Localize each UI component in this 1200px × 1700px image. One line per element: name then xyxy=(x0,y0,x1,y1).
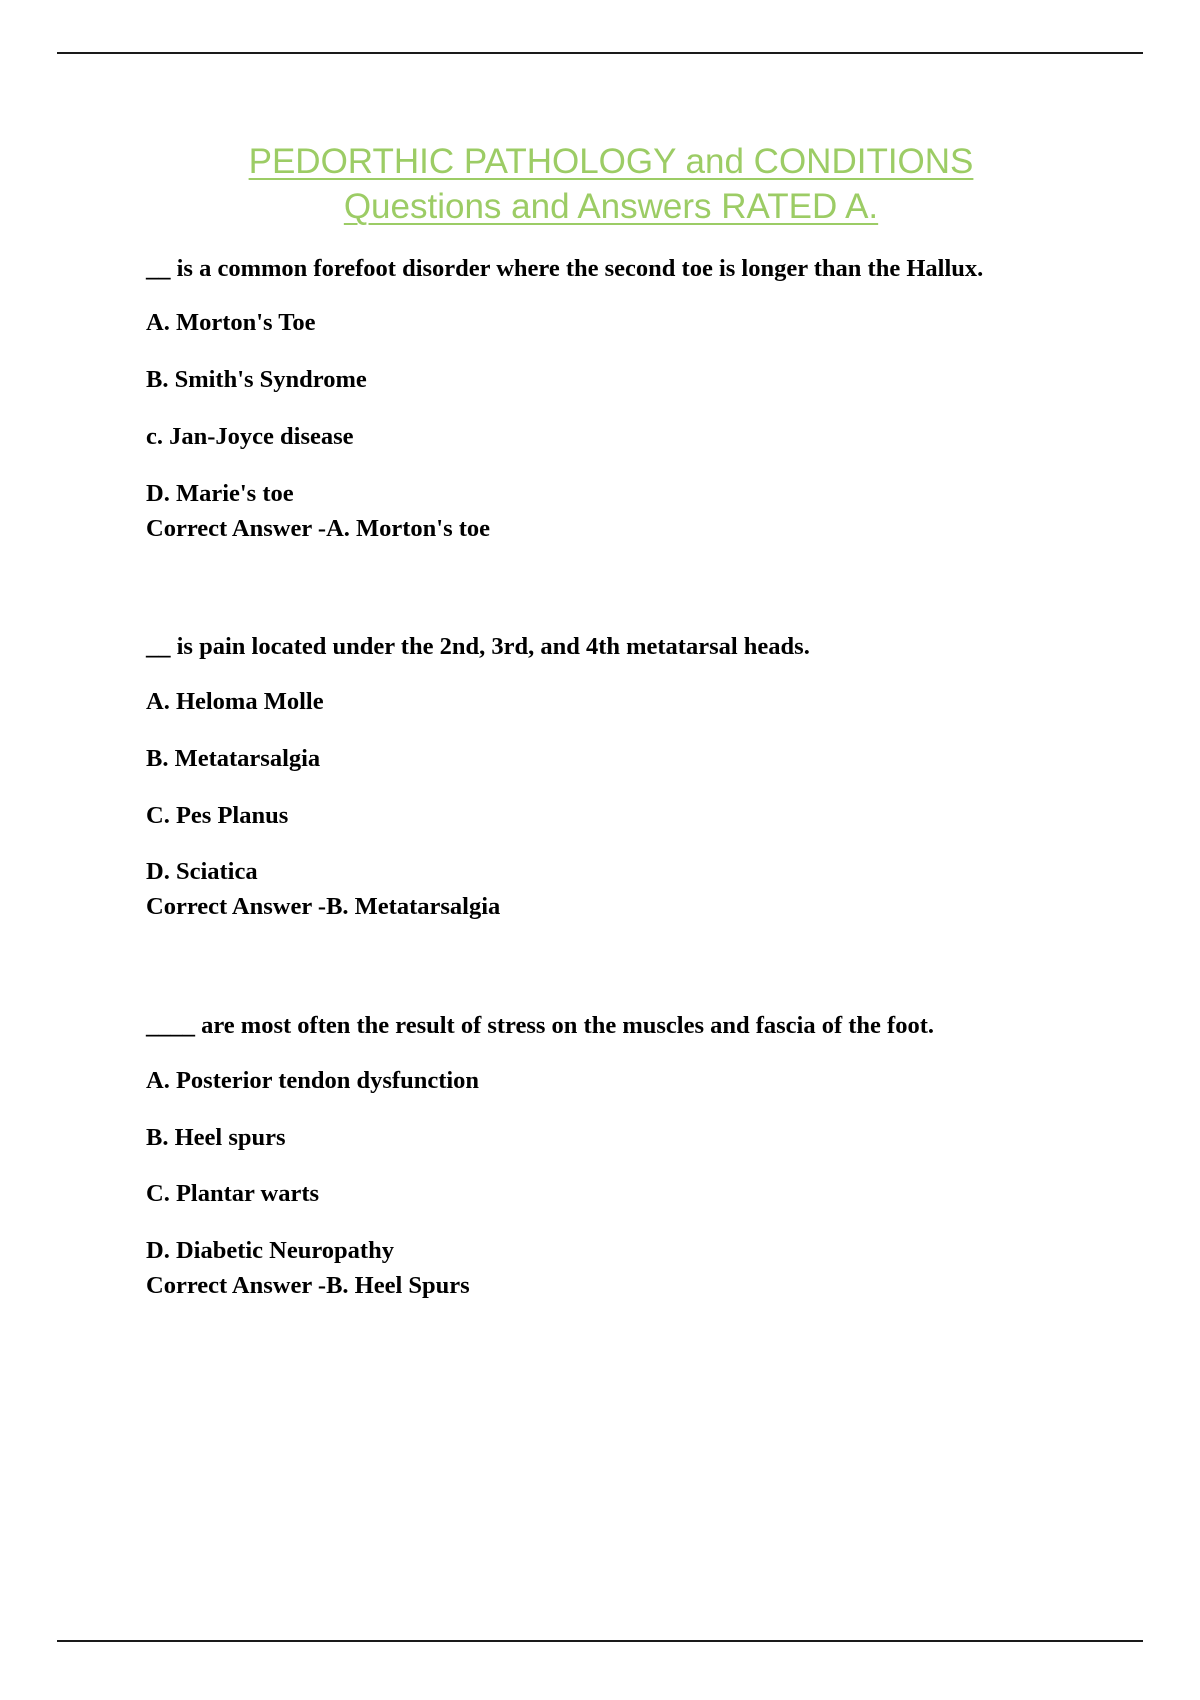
question-stem: __ is a common forefoot disorder where the second toe is longer than the Hallux. xyxy=(146,254,984,282)
block-spacer xyxy=(146,572,1076,630)
question-option: B. Smith's Syndrome xyxy=(146,366,367,394)
question-block xyxy=(146,252,1076,547)
question-stem: __ is pain located under the 2nd, 3rd, and 4th metatarsal heads. xyxy=(146,633,810,661)
page-title xyxy=(146,140,1076,230)
question-option: A. Heloma Molle xyxy=(146,688,324,716)
correct-answer: Correct Answer -A. Morton's toe xyxy=(146,514,491,542)
correct-answer: Correct Answer -B. Heel Spurs xyxy=(146,1271,470,1299)
question-stem: ____ are most often the result of stress on the muscles and fascia of the foot. xyxy=(146,1011,934,1039)
page-title-line-2: Questions and Answers RATED A. xyxy=(343,186,879,226)
question-option: B. Metatarsalgia xyxy=(146,744,321,772)
question-option: D. Diabetic Neuropathy xyxy=(146,1237,394,1265)
document-content xyxy=(146,140,1076,1330)
question-option: c. Jan-Joyce disease xyxy=(146,422,354,450)
question-option: D. Sciatica xyxy=(146,858,258,886)
question-option: B. Heel spurs xyxy=(146,1123,286,1151)
footer-divider xyxy=(57,1640,1143,1642)
page-title-line-1: PEDORTHIC PATHOLOGY and CONDITIONS xyxy=(248,142,974,181)
question-option: A. Morton's Toe xyxy=(146,309,316,337)
question-option: C. Plantar warts xyxy=(146,1180,320,1208)
question-option: D. Marie's toe xyxy=(146,479,294,507)
question-block xyxy=(146,630,1076,925)
question-option: C. Pes Planus xyxy=(146,801,289,829)
header-divider xyxy=(57,52,1143,54)
question-option: A. Posterior tendon dysfunction xyxy=(146,1066,480,1094)
block-spacer xyxy=(146,951,1076,1009)
question-block xyxy=(146,1009,1076,1304)
correct-answer: Correct Answer -B. Metatarsalgia xyxy=(146,893,501,921)
